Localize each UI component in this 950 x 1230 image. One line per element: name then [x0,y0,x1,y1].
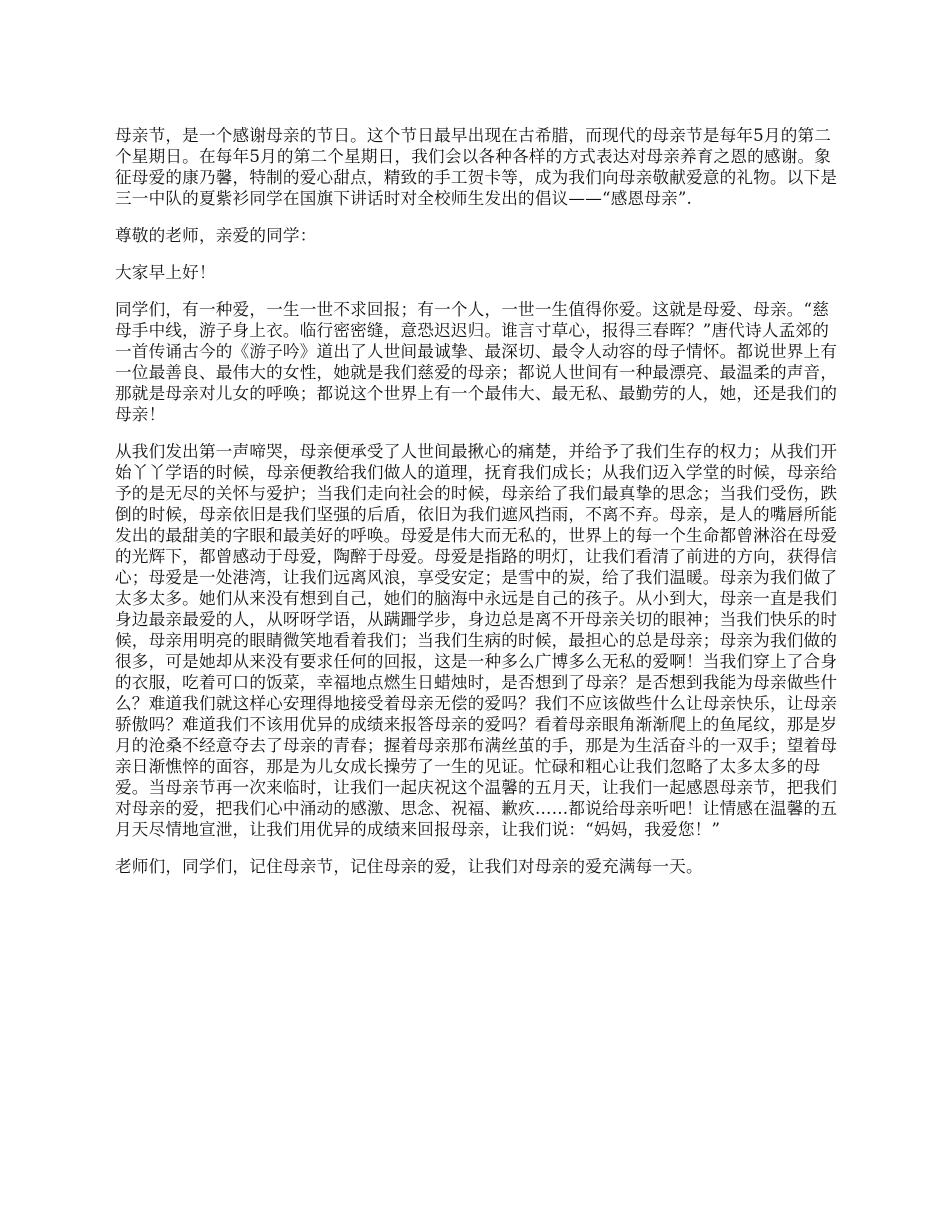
body-paragraph-2: 从我们发出第一声啼哭，母亲便承受了人世间最揪心的痛楚，并给予了我们生存的权力；从我们开始丫丫学语的时候，母亲便教给我们做人的道理，抚育我们成长；从我们迈入学堂的时候，母亲给予的是无尽的关怀与爱护；当我们走向社会的时候，母亲给了我们最真挚的思念；当我们受伤，跌倒的时候，母亲依旧是我们坚强的后盾，依旧为我们遮风挡雨，不离不弃。母亲，是人的嘴唇所能发出的最甜美的字眼和最美好的呼唤。母爱是伟大而无私的，世界上的每一个生命都曾淋浴在母爱的光辉下，都曾感动于母爱，陶醉于母爱。母爱是指路的明灯，让我们看清了前进的方向，获得信心；母爱是一处港湾，让我们远离风浪，享受安定；是雪中的炭，给了我们温暖。母亲为我们做了太多太多。她们从来没有想到自己，她们的脑海中永远是自己的孩子。从小到大，母亲一直是我们身边最亲最爱的人，从呀呀学语，从蹒跚学步，身边总是离不开母亲关切的眼神；当我们快乐的时候，母亲用明亮的眼睛微笑地看着我们；当我们生病的时候，最担心的总是母亲；母亲为我们做的很多，可是她却从来没有要求任何的回报，这是一种多么广博多么无私的爱啊！当我们穿上了合身的衣服，吃着可口的饭菜，幸福地点燃生日蜡烛时，是否想到了母亲？是否想到我能为母亲做些什么？难道我们就这样心安理得地接受着母亲无偿的爱吗？我们不应该做些什么让母亲快乐，让母亲骄傲吗？难道我们不该用优异的成绩来报答母亲的爱吗？看着母亲眼角渐渐爬上的鱼尾纹，那是岁月的沧桑不经意夺去了母亲的青春；握着母亲那布满丝茧的手，那是为生活奋斗的一双手；望着母亲日渐憔悴的面容，那是为儿女成长操劳了一生的见证。忙碌和粗心让我们忽略了太多太多的母爱。当母亲节再一次来临时，让我们一起庆祝这个温馨的五月天，让我们一起感恩母亲节，把我们对母亲的爱，把我们心中涌动的感激、思念、祝福、歉疚……都说给母亲听吧！让情感在温馨的五月天尽情地宣泄，让我们用优异的成绩来回报母亲，让我们说：“妈妈，我爱您！” [115,442,838,839]
body-paragraph-1: 同学们，有一种爱，一生一世不求回报；有一个人，一世一生值得你爱。这就是母爱、母亲。“慈母手中线，游子身上衣。临行密密缝，意恐迟迟归。谁言寸草心，报得三春晖？”唐代诗人孟郊的一首传诵古今的《游子吟》道出了人世间最诚挚、最深切、最令人动容的母子情怀。都说世界上有一位最善良、最伟大的女性，她就是我们慈爱的母亲；都说人世间有一种最漂亮、最温柔的声音，那就是母亲对儿女的呼唤；都说这个世界上有一个最伟大、最无私、最勤劳的人，她，还是我们的母亲！ [115,300,838,424]
intro-paragraph: 母亲节，是一个感谢母亲的节日。这个节日最早出现在古希腊，而现代的母亲节是每年5月的第二个星期日。在每年5月的第二个星期日，我们会以各种各样的方式表达对母亲养育之恩的感谢。象征母爱的康乃馨，特制的爱心甜点，精致的手工贺卡等，成为我们向母亲敬献爱意的礼物。以下是三一中队的夏紫衫同学在国旗下讲话时对全校师生发出的倡议——“感恩母亲”. [115,126,838,208]
greeting: 大家早上好！ [115,263,216,282]
document-body [115,125,839,893]
closing-paragraph: 老师们，同学们，记住母亲节，记住母亲的爱，让我们对母亲的爱充满每一天。 [115,857,703,876]
salutation: 尊敬的老师，亲爱的同学： [115,226,317,245]
